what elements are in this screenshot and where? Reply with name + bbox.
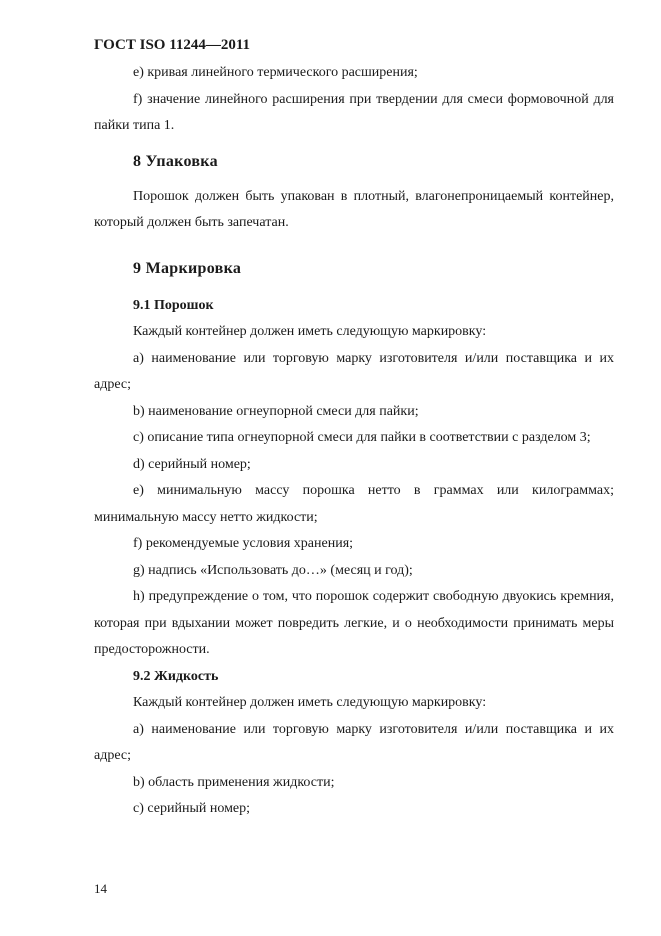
list-item: b) область применения жидкости; (133, 774, 335, 790)
paragraph: Каждый контейнер должен иметь следующую маркировку: (133, 324, 487, 339)
list-item: c) серийный номер; (133, 801, 251, 816)
page-content (94, 60, 614, 823)
subsection-heading: 9.2 Жидкость (133, 668, 219, 684)
section-heading: 8 Упаковка (133, 152, 218, 170)
subsection-heading: 9.1 Порошок (133, 297, 214, 313)
list-item: a) наименование или торговую марку изготовителя и/или поставщика и их адрес; (94, 350, 614, 392)
list-item: g) надпись «Использовать до…» (месяц и год); (133, 562, 413, 578)
list-item: h) предупреждение о том, что порошок содержит свободную двуокись кремния, которая при вдыхании может повредить легкие, и о необходимости принимать меры предосторожности. (94, 589, 614, 657)
list-item: e) минимальную массу порошка нетто в граммах или килограммах; минимальную массу нетто жидкости; (94, 483, 614, 525)
list-item: f) рекомендуемые условия хранения; (133, 536, 354, 551)
paragraph: Порошок должен быть упакован в плотный, влагонепроницаемый контейнер, который должен быть запечатан. (94, 188, 614, 230)
section-heading: 9 Маркировка (133, 259, 242, 277)
list-item: e) кривая линейного термического расширения; (133, 65, 418, 80)
list-item: a) наименование или торговую марку изготовителя и/или поставщика и их адрес; (94, 721, 614, 763)
paragraph: Каждый контейнер должен иметь следующую маркировку: (133, 695, 487, 710)
list-item: b) наименование огнеупорной смеси для пайки; (133, 403, 419, 419)
list-item: d) серийный номер; (133, 456, 251, 472)
page-number: 14 (94, 881, 107, 896)
document-header: ГОСТ ISO 11244—2011 (94, 37, 251, 53)
list-item: c) описание типа огнеупорной смеси для пайки в соответствии с разделом 3; (133, 430, 591, 445)
list-item: f) значение линейного расширения при твердении для смеси формовочной для пайки типа 1. (94, 91, 614, 133)
